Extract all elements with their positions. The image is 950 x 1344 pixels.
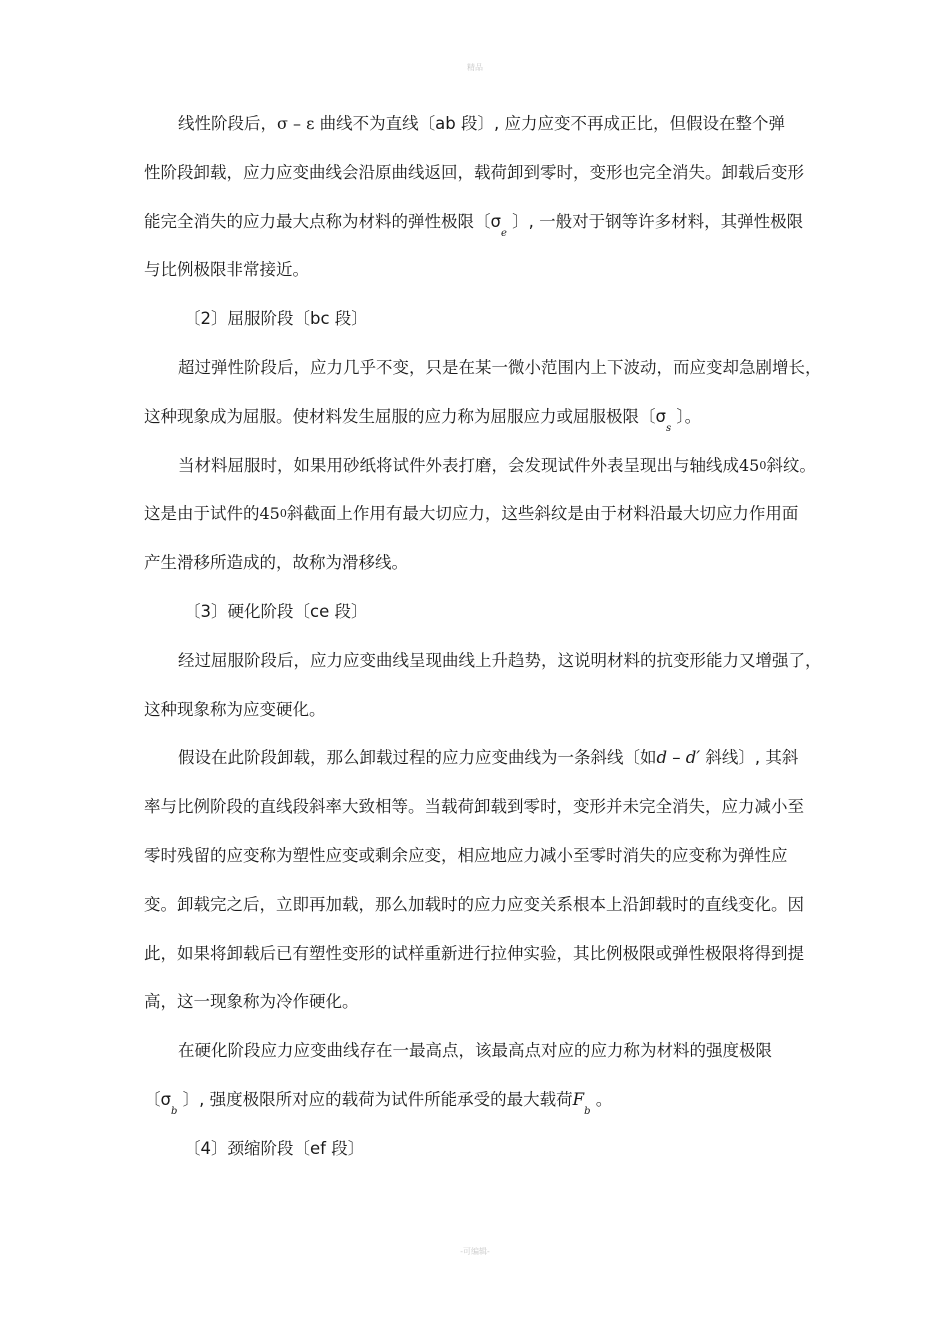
angle-value: 45 xyxy=(739,455,760,475)
paragraph-line: 零时残留的应变称为塑性应变或剩余应变，相应地应力减小至零时消失的应变称为弹性应 xyxy=(144,845,788,865)
subscript-e: e xyxy=(500,227,507,239)
paragraph-line: 率与比例阶段的直线段斜率大致相等。当载荷卸载到零时，变形并未完全消失，应力减小至 xyxy=(144,797,804,817)
text-run: 〕, 强度极限所对应的载荷为试件所能承受的最大载荷 xyxy=(177,1089,573,1109)
text-run: 斜截面上作用有最大切应力，这些斜纹是由于材料沿最大切应力作用面 xyxy=(286,504,799,524)
text-run: 曲线不为直线〔ab 段〕, 应力应变不再成正比，但假设在整个弹 xyxy=(314,114,785,133)
text-run: 〕。 xyxy=(671,406,702,426)
paragraph-line: 性阶段卸载，应力应变曲线会沿原曲线返回，载荷卸到零时，变形也完全消失。卸载后变形 xyxy=(144,162,804,182)
math-sigma-epsilon: σ – ε xyxy=(277,114,315,133)
text-run: 斜线〕, 其斜 xyxy=(700,748,799,768)
degree-mark: 0 xyxy=(279,507,287,521)
document-body xyxy=(144,108,822,1182)
text-run: 假设在此阶段卸载，那么卸载过程的应力应变曲线为一条斜线〔如 xyxy=(178,748,657,768)
text-run: 〕, 一般对于钢等许多材料，其弹性极限 xyxy=(506,211,804,231)
header-watermark: 精品 xyxy=(467,63,483,72)
subscript-s: s xyxy=(665,422,672,434)
paragraph-line xyxy=(144,1084,816,1133)
paragraph-line xyxy=(144,108,816,157)
angle-value: 45 xyxy=(259,504,280,524)
paragraph-line xyxy=(144,450,816,499)
paragraph-line: 高，这一现象称为冷作硬化。 xyxy=(144,992,359,1012)
paragraph-line: 此，如果将卸载后已有塑性变形的试样重新进行拉伸实验，其比例极限或弹性极限将得到提 xyxy=(144,943,804,963)
footer-watermark: -可编辑- xyxy=(460,1247,490,1256)
paragraph-line xyxy=(144,401,816,450)
section-heading-3: 〔3〕硬化阶段〔ce 段〕 xyxy=(184,601,368,621)
paragraph-line: 与比例极限非常接近。 xyxy=(144,260,309,280)
text-run: 这是由于试件的 xyxy=(144,504,260,524)
section-heading-2: 〔2〕屈服阶段〔bc 段〕 xyxy=(184,309,368,329)
text-run: 线性阶段后， xyxy=(178,114,277,133)
paragraph-line: 这种现象称为应变硬化。 xyxy=(144,699,326,719)
paragraph-line: 在硬化阶段应力应变曲线存在一最高点，该最高点对应的应力称为材料的强度极限 xyxy=(178,1041,772,1061)
subscript-b: b xyxy=(584,1105,591,1117)
paragraph-line xyxy=(144,742,816,791)
text-run: 能完全消失的应力最大点称为材料的弹性极限〔σ xyxy=(144,211,501,231)
paragraph-line: 变。卸载完之后，立即再加载，那么加载时的应力应变关系根本上沿卸载时的直线变化。因 xyxy=(144,894,804,914)
paragraph-line: 超过弹性阶段后，应力几乎不变，只是在某一微小范围内上下波动，而应变却急剧增长， xyxy=(178,357,822,377)
degree-mark: 0 xyxy=(759,458,767,472)
math-F: F xyxy=(572,1089,585,1109)
paragraph-line xyxy=(144,206,816,255)
section-heading-4: 〔4〕颈缩阶段〔ef 段〕 xyxy=(184,1138,365,1158)
paragraph-line: 产生滑移所造成的，故称为滑移线。 xyxy=(144,553,408,573)
text-run: 当材料屈服时，如果用砂纸将试件外表打磨，会发现试件外表呈现出与轴线成 xyxy=(178,455,739,475)
math-d-dprime: d – d′ xyxy=(656,748,701,768)
paragraph-line: 经过屈服阶段后，应力应变曲线呈现曲线上升趋势，这说明材料的抗变形能力又增强了， xyxy=(178,650,822,670)
text-run: 〔σ xyxy=(144,1089,171,1109)
subscript-b: b xyxy=(170,1105,178,1117)
text-run: 这种现象成为屈服。使材料发生屈服的应力称为屈服应力或屈服极限〔σ xyxy=(144,406,666,426)
text-run: 。 xyxy=(590,1089,613,1109)
text-run: 斜纹。 xyxy=(766,455,816,475)
paragraph-line xyxy=(144,498,816,547)
